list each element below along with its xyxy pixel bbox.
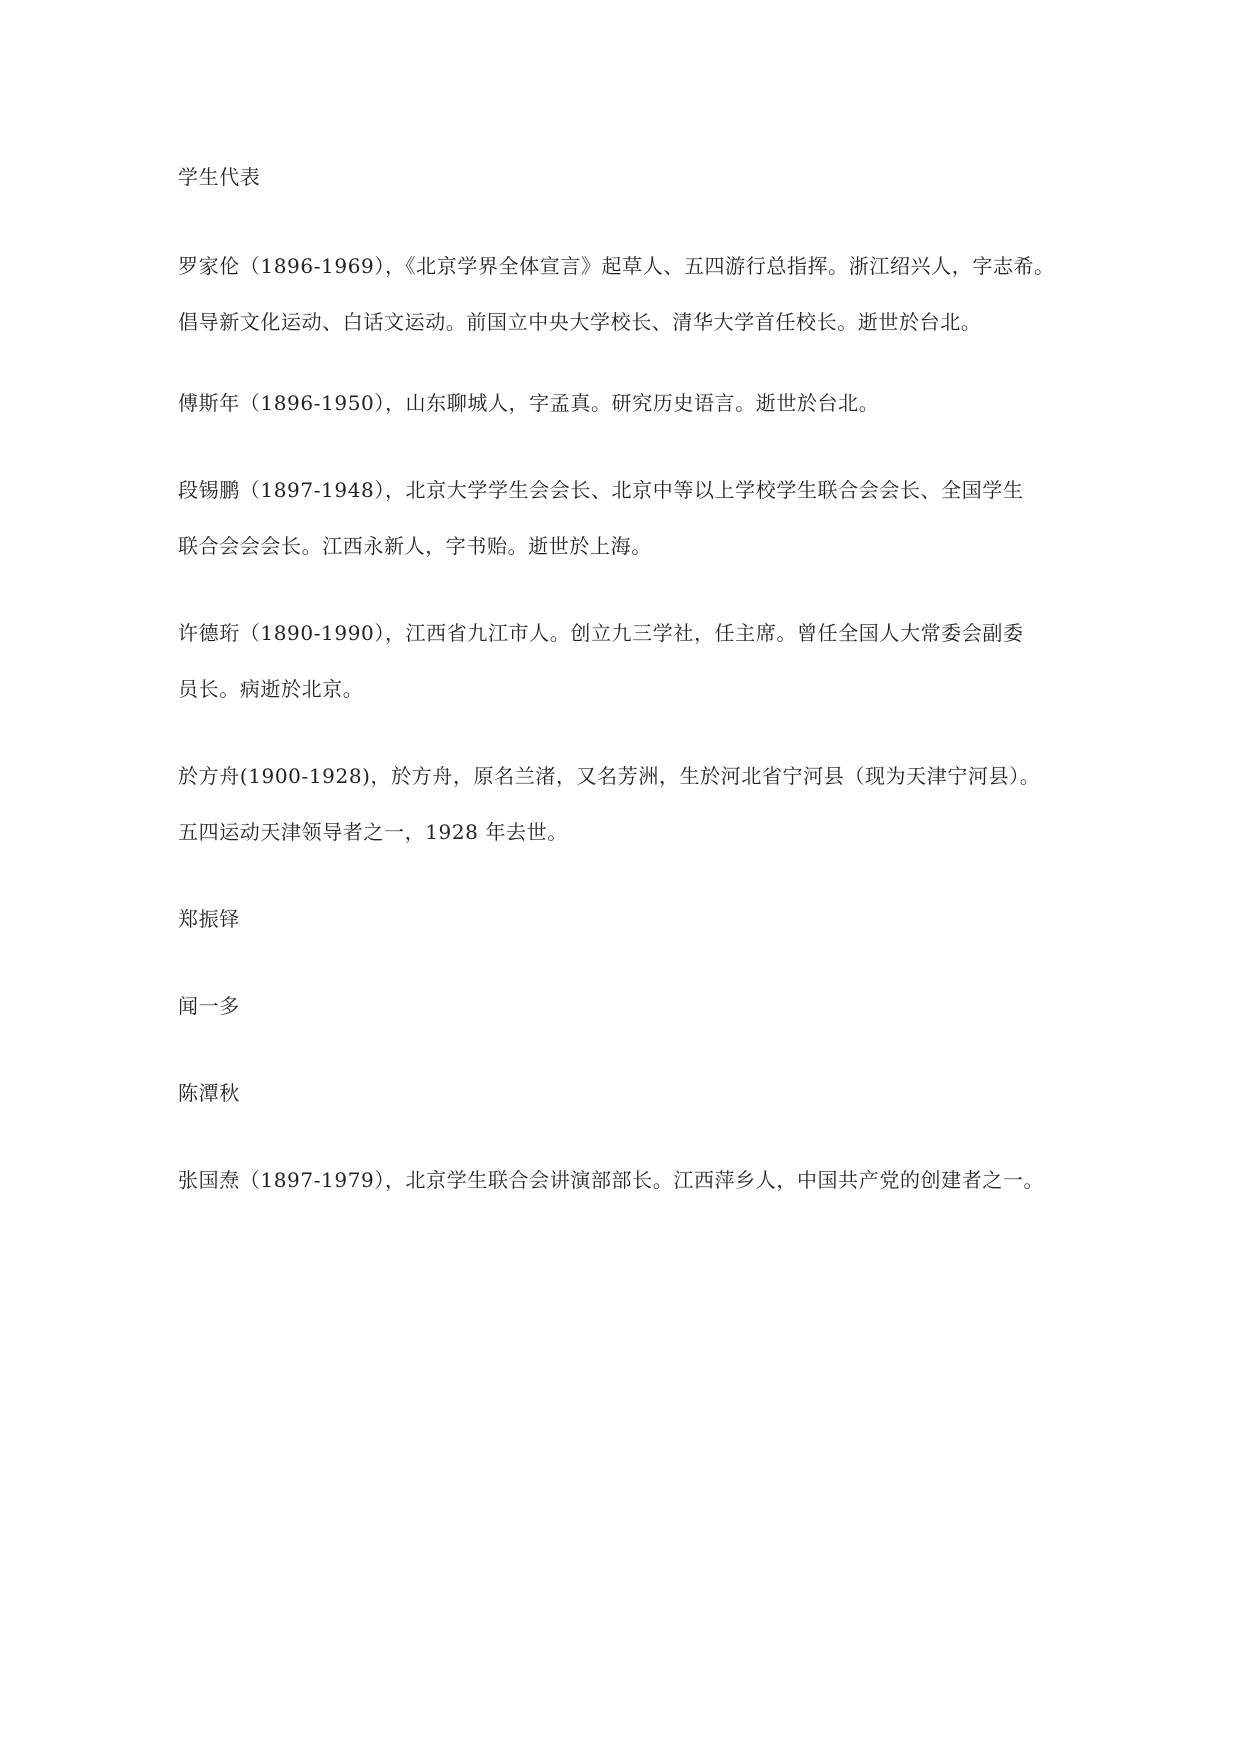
paragraph-duan-xipeng-line-1: 段锡鹏（1897-1948），北京大学学生会会长、北京中等以上学校学生联合会会长、全国学生 bbox=[178, 478, 1024, 502]
paragraph-wen-yiduo: 闻一多 bbox=[178, 994, 240, 1018]
paragraph-duan-xipeng-line-2: 联合会会会长。江西永新人，字书贻。逝世於上海。 bbox=[178, 534, 652, 558]
paragraph-zheng-zhenduo: 郑振铎 bbox=[178, 907, 240, 931]
section-heading: 学生代表 bbox=[178, 165, 261, 189]
paragraph-zhang-guotao: 张国焘（1897-1979），北京学生联合会讲演部部长。江西萍乡人，中国共产党的创建者之一。 bbox=[178, 1168, 1045, 1192]
paragraph-luo-jialun-line-2: 倡导新文化运动、白话文运动。前国立中央大学校长、清华大学首任校长。逝世於台北。 bbox=[178, 310, 982, 334]
paragraph-xu-deheng-line-2: 员长。病逝於北京。 bbox=[178, 677, 364, 701]
paragraph-yu-fangzhou-line-2: 五四运动天津领导者之一，1928 年去世。 bbox=[178, 820, 568, 844]
paragraph-chen-tanqiu: 陈潭秋 bbox=[178, 1081, 240, 1105]
paragraph-luo-jialun-line-1: 罗家伦（1896-1969），《北京学界全体宣言》起草人、五四游行总指挥。浙江绍兴人，字志希。 bbox=[178, 254, 1055, 278]
paragraph-yu-fangzhou-line-1: 於方舟(1900-1928)，於方舟，原名兰渚，又名芳洲，生於河北省宁河县（现为天津宁河县）。 bbox=[178, 764, 1041, 788]
paragraph-fu-sinian: 傅斯年（1896-1950），山东聊城人，字孟真。研究历史语言。逝世於台北。 bbox=[178, 391, 880, 415]
paragraph-xu-deheng-line-1: 许德珩（1890-1990），江西省九江市人。创立九三学社，任主席。曾任全国人大常委会副委 bbox=[178, 621, 1024, 645]
